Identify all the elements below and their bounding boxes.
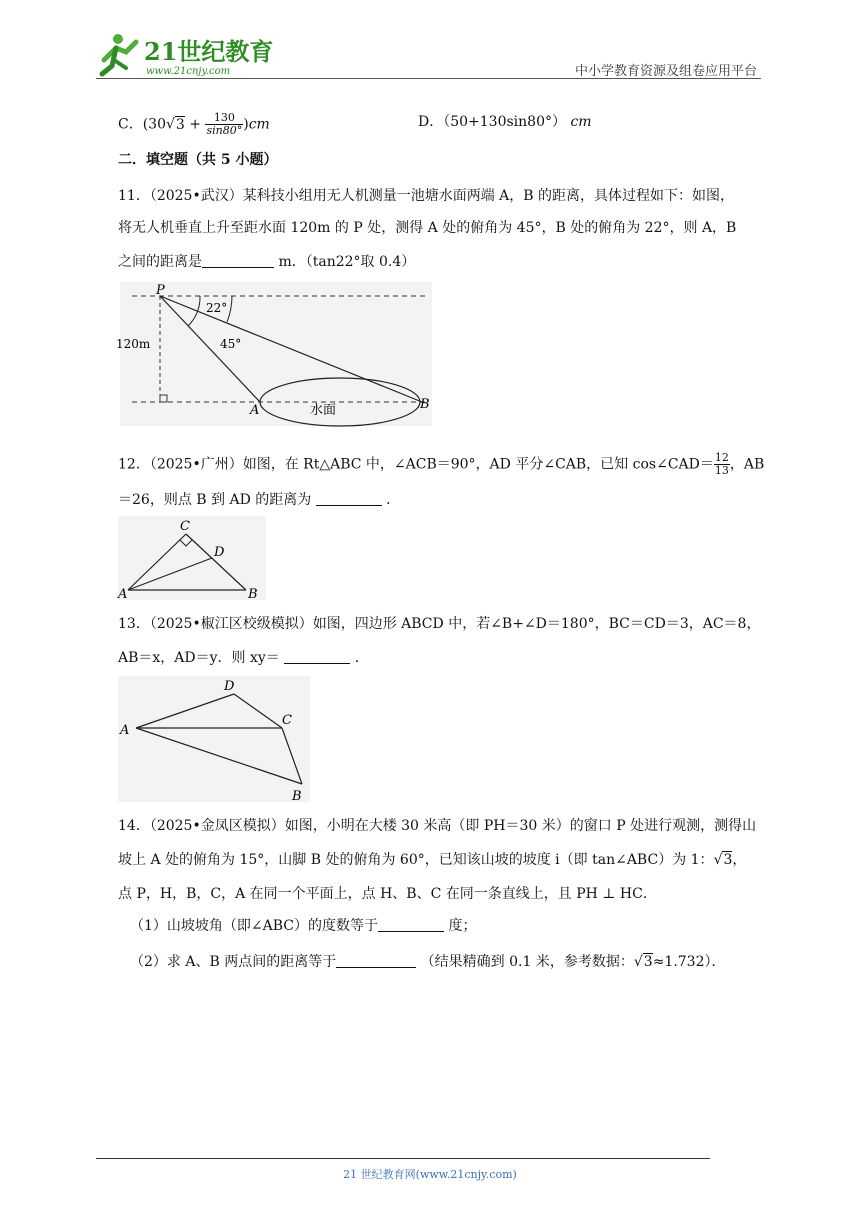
q14-line1: 14．（2025•金凤区模拟）如图，小明在大楼 30 米高（即 PH＝30 米）的窗口 P 处进行观测，测得山 bbox=[118, 818, 757, 834]
q13-answer-blank[interactable] bbox=[284, 649, 350, 664]
q12-line1: 12．（2025•广州）如图，在 Rt△ABC 中，∠ACB＝90°，AD 平分∠CAB，已知 cos∠CAD＝ $\frac{12}{13}$ ，AB bbox=[118, 451, 765, 477]
footer-divider bbox=[96, 1158, 710, 1159]
svg-text:B: B bbox=[248, 587, 258, 602]
section-title: 二．填空题（共 5 小题） bbox=[118, 152, 278, 168]
q13-line1: 13．（2025•椒江区校级模拟）如图，四边形 ABCD 中，若∠B+∠D＝180°，BC＝CD＝3，AC＝8， bbox=[118, 616, 761, 632]
q11-line3: 之间的距离是 m．（tan22°取 0.4） bbox=[118, 254, 416, 270]
svg-text:A: A bbox=[250, 403, 260, 418]
svg-text:D: D bbox=[214, 545, 225, 560]
q11-line2: 将无人机垂直上升至距水面 120m 的 P 处，测得 A 处的俯角为 45°，B 处的俯角为 22°，则 A，B bbox=[118, 220, 737, 236]
option-c: C．(30√3 + $\frac{130}{\sin 80^\circ}$ )cm bbox=[118, 111, 270, 137]
q14-sub2: （2）求 A、B 两点间的距离等于 （结果精确到 0.1 米，参考数据：√3≈1.732）． bbox=[130, 954, 726, 970]
svg-text:21世纪教育: 21世纪教育 bbox=[144, 37, 274, 66]
q14-sub1-answer-blank[interactable] bbox=[378, 917, 444, 932]
footer-link[interactable]: 21 世纪教育网(www.21cnjy.com) bbox=[343, 1168, 517, 1181]
q12-line2: ＝26，则点 B 到 AD 的距离为 ． bbox=[118, 492, 401, 508]
svg-text:A: A bbox=[118, 587, 128, 602]
svg-text:B: B bbox=[420, 397, 430, 412]
svg-text:C: C bbox=[282, 713, 292, 728]
runner-logo-icon bbox=[96, 30, 274, 80]
q13-figure bbox=[118, 676, 310, 802]
header-divider bbox=[96, 78, 761, 79]
platform-name: 中小学教育资源及组卷应用平台 bbox=[574, 64, 757, 79]
q11-figure bbox=[116, 282, 432, 426]
svg-text:45°: 45° bbox=[220, 337, 242, 351]
q11-answer-blank[interactable] bbox=[202, 253, 274, 268]
q12-answer-blank[interactable] bbox=[316, 491, 382, 506]
q12-figure bbox=[118, 516, 266, 600]
svg-text:D: D bbox=[224, 679, 235, 694]
svg-text:22°: 22° bbox=[206, 301, 228, 315]
q14-sub2-answer-blank[interactable] bbox=[336, 953, 416, 968]
svg-text:P: P bbox=[156, 283, 165, 298]
svg-text:www.21cnjy.com: www.21cnjy.com bbox=[146, 66, 231, 77]
logo bbox=[96, 30, 274, 80]
q11-line1: 11．（2025•武汉）某科技小组用无人机测量一池塘水面两端 A，B 的距离，具体过程如下：如图， bbox=[118, 188, 734, 204]
svg-text:水面: 水面 bbox=[310, 403, 337, 418]
svg-text:A: A bbox=[120, 723, 130, 738]
svg-text:120m: 120m bbox=[116, 337, 151, 351]
option-d: D．（50+130sin80°） cm bbox=[418, 114, 592, 130]
q14-line3: 点 P，H，B，C，A 在同一个平面上，点 H、B、C 在同一条直线上，且 PH ⊥ HC． bbox=[118, 886, 657, 902]
svg-text:B: B bbox=[292, 789, 302, 804]
q14-sub1: （1）山坡坡角（即∠ABC）的度数等于 度； bbox=[130, 918, 477, 934]
q13-line2: AB＝x，AD＝y．则 xy＝ ． bbox=[118, 650, 369, 666]
svg-text:C: C bbox=[180, 519, 190, 534]
q14-line2: 坡上 A 处的俯角为 15°，山脚 B 处的俯角为 60°，已知该山坡的坡度 i（即 tan∠ABC）为 1：√3， bbox=[118, 852, 747, 868]
